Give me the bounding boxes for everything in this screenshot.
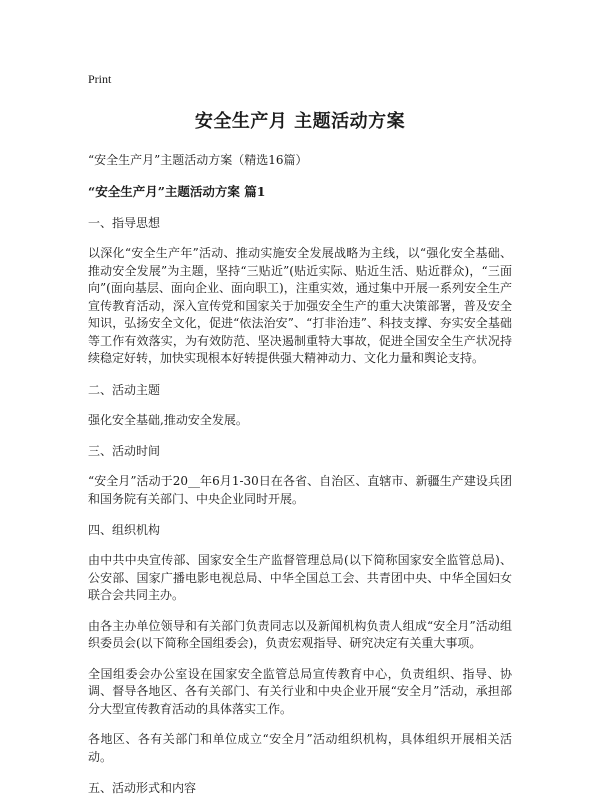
paragraph-organization-sponsors: 由中共中央宣传部、国家安全生产监督管理总局(以下简称国家安全监管总局)、公安部、国家广播电影电视总局、中华全国总工会、共青团中央、中华全国妇女联合会共同主办。 <box>88 553 512 602</box>
paragraph-organization-local: 各地区、各有关部门和单位成立“安全月”活动组织机构，具体组织开展相关活动。 <box>88 732 512 764</box>
section-heading-activity-theme: 二、活动主题 <box>88 382 161 397</box>
section-heading-activity-time: 三、活动时间 <box>88 444 161 458</box>
section-heading-organization: 四、组织机构 <box>88 523 161 537</box>
paragraph-activity-theme: 强化安全基础,推动安全发展。 <box>88 412 248 427</box>
section-heading-activity-forms: 五、活动形式和内容 <box>88 781 197 795</box>
paragraph-activity-time: “安全月”活动于20__年6月1-30日在各省、自治区、直辖市、新疆生产建设兵团和国务院有关部门、中央企业同时开展。 <box>88 474 512 506</box>
document-subtitle: “安全生产月”主题活动方案（精选16篇） <box>88 153 308 167</box>
print-label: Print <box>88 72 112 86</box>
document-title: 安全生产月 主题活动方案 <box>194 111 406 132</box>
paragraph-organization-office: 全国组委会办公室设在国家安全监管总局宣传教育中心，负责组织、指导、协调、督导各地区、各有关部门、有关行业和中央企业开展“安全月”活动，承担部分大型宣传教育活动的具体落实工作。 <box>88 666 512 716</box>
paragraph-organization-committee: 由各主办单位领导和有关部门负责同志以及新闻机构负责人组成“安全月”活动组织委员会(以下简称全国组委会)，负责宏观指导、研究决定有关重大事项。 <box>88 618 512 650</box>
section-heading-guiding-ideology: 一、指导思想 <box>88 216 161 230</box>
paragraph-guiding-ideology: 以深化“安全生产年”活动、推动实施安全发展战略为主线，以“强化安全基础、推动安全发展”为主题，坚持“三贴近”(贴近实际、贴近生活、贴近群众)，“三面向”(面向基层、面向企业、面向职工)，注重实效，通过集中开展一系列安全生产宣传教育活动，深入宣传党和国家关于加强安全生产的重大决策部署，普及安全知识，弘扬安全文化，促进“依法治安”、“打非治违”、科技支撑、夯实安全基础等工作有效落实，为有效防范、坚决遏制重特大事故，促进全国安全生产状况持续稳定好转，加快实现根本好转提供强大精神动力、文化力量和舆论支持。 <box>88 246 512 365</box>
article-title: “安全生产月”主题活动方案 篇1 <box>88 184 266 199</box>
